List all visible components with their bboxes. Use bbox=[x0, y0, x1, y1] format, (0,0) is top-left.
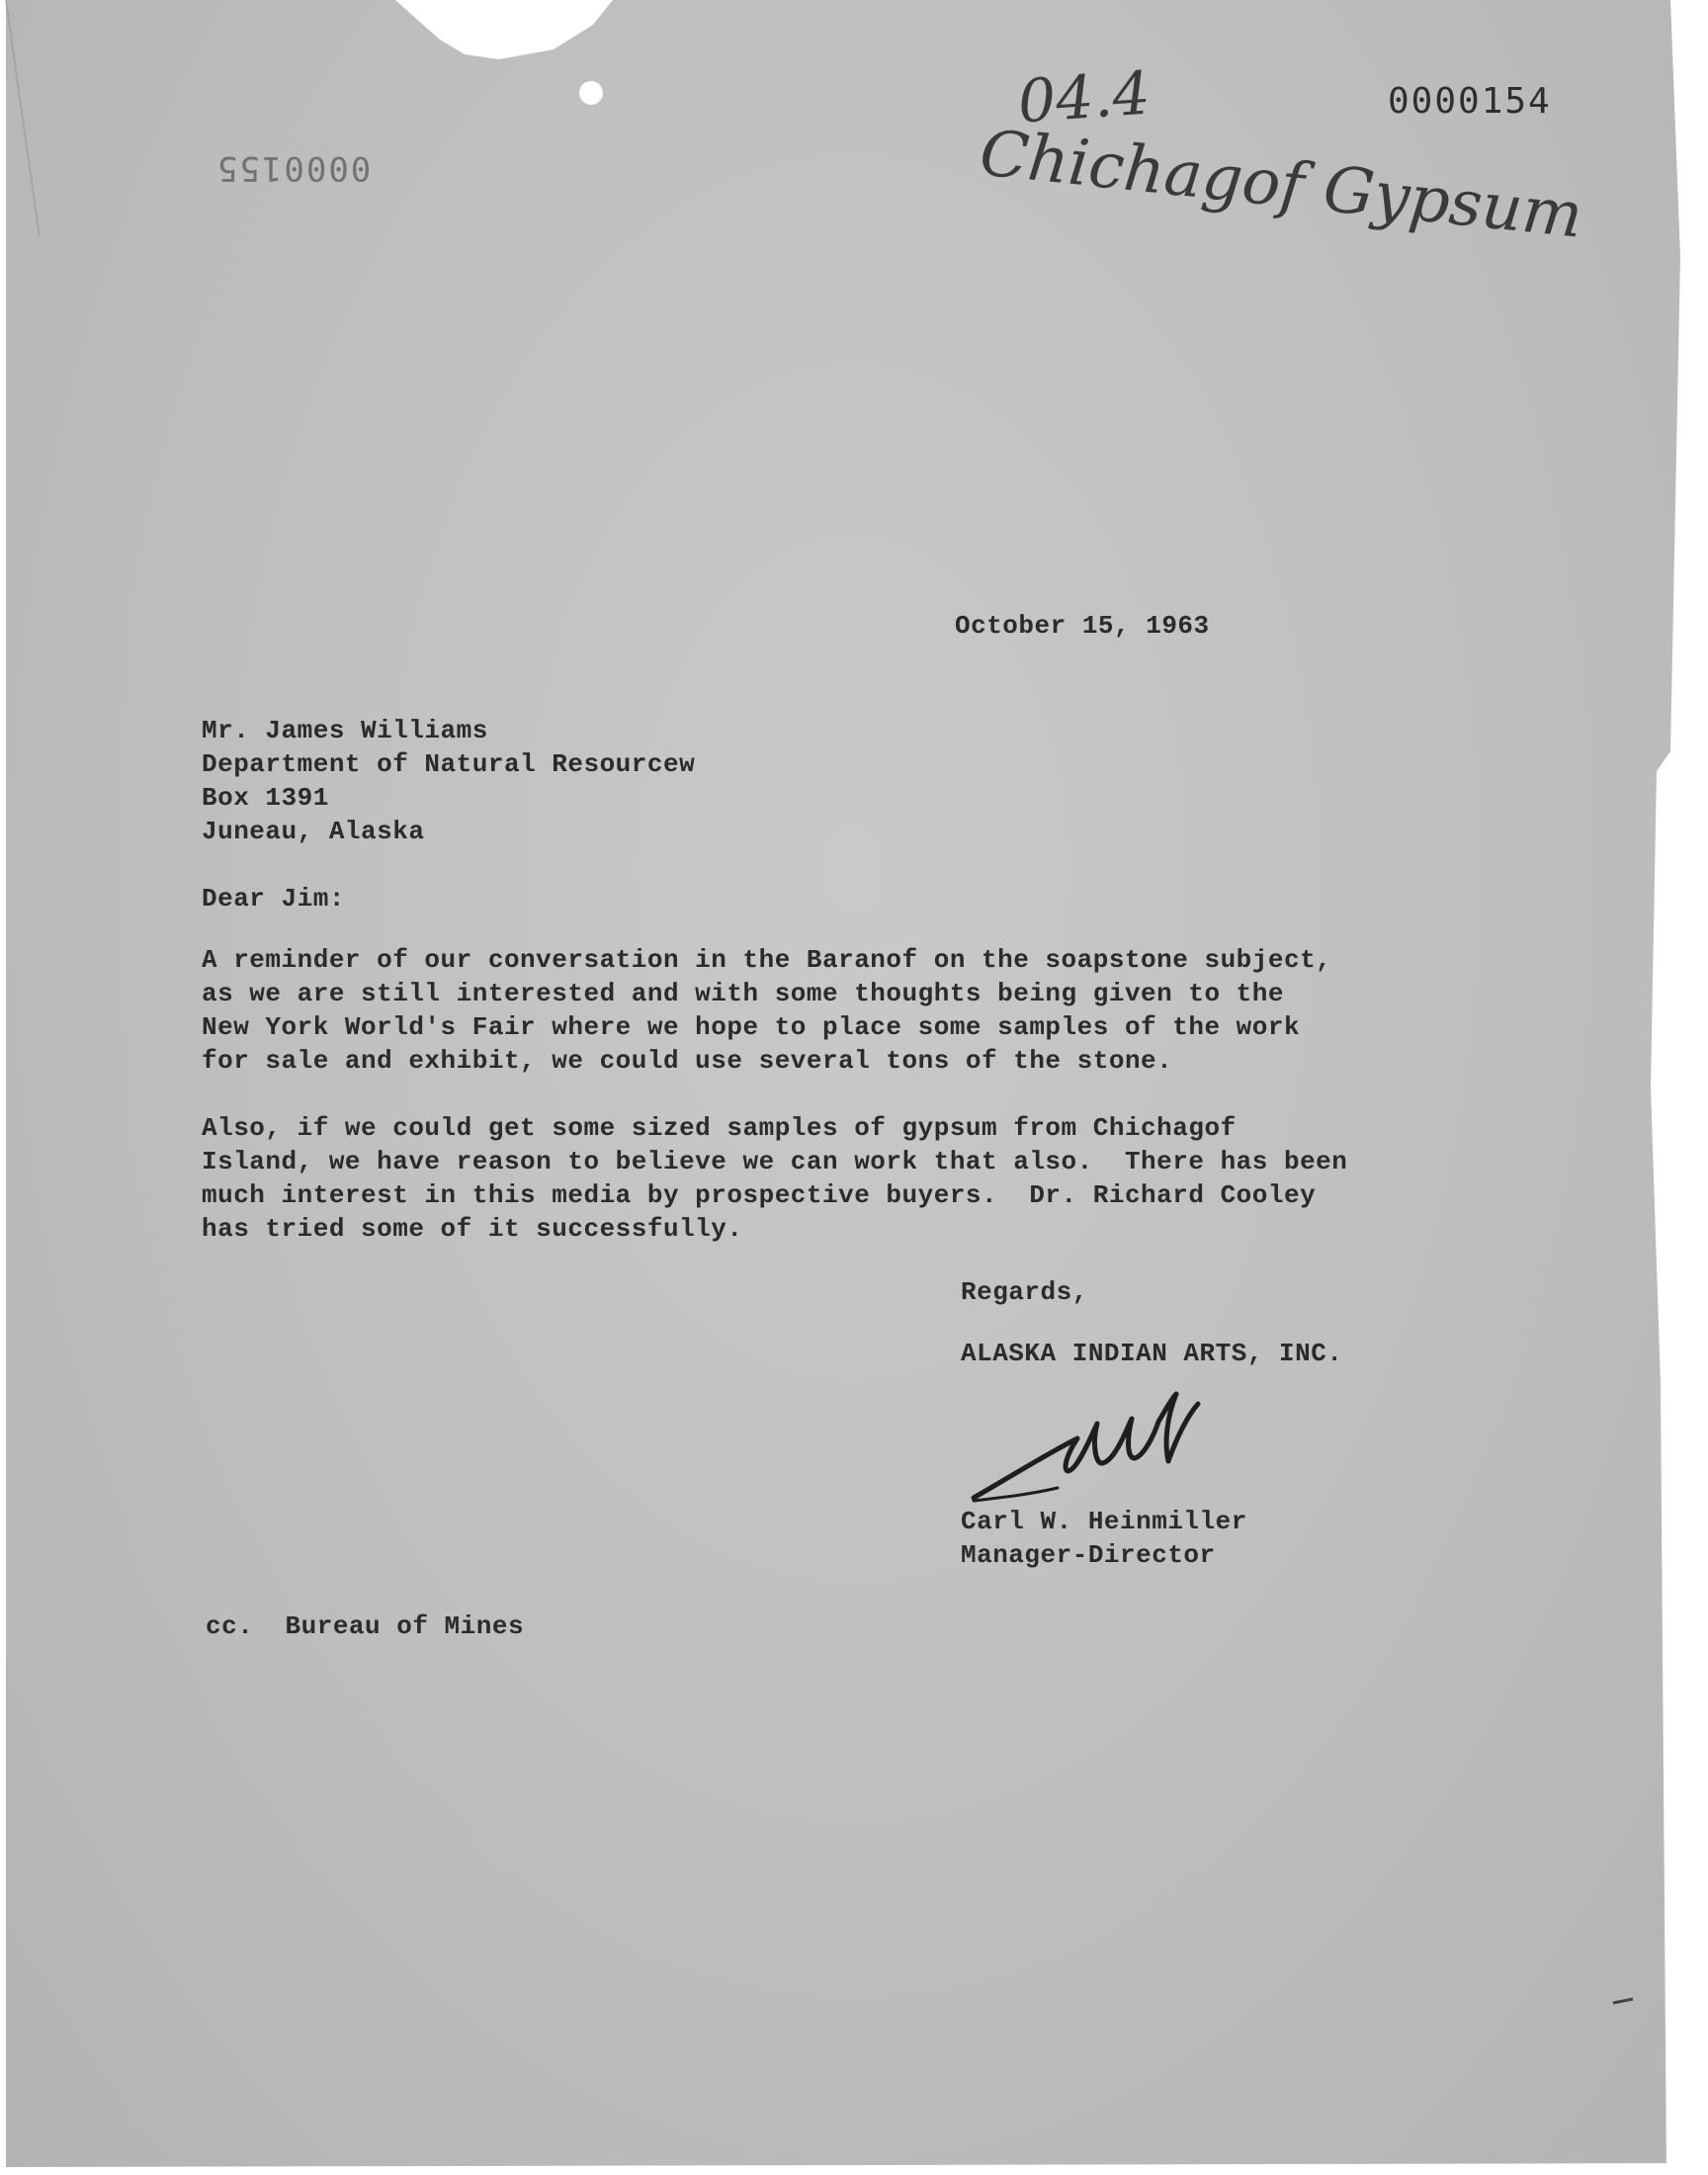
paragraph2-line: much interest in this media by prospective buyers. Dr. Richard Cooley bbox=[202, 1180, 1317, 1210]
paragraph1-line: New York World's Fair where we hope to place some samples of the work bbox=[202, 1012, 1301, 1042]
paragraph2-line: Also, if we could get some sized samples of gypsum from Chichagof bbox=[202, 1113, 1237, 1143]
closing: Regards, bbox=[961, 1277, 1088, 1307]
handwritten-note-line1: 04.4 bbox=[1015, 58, 1153, 137]
reverse-file-stamp: 0000155 bbox=[215, 148, 372, 188]
signer-name: Carl W. Heinmiller bbox=[961, 1507, 1247, 1536]
paragraph1-line: for sale and exhibit, we could use several tons of the stone. bbox=[202, 1046, 1173, 1076]
carbon-copy-line: cc. Bureau of Mines bbox=[206, 1611, 525, 1641]
handwritten-signature bbox=[969, 1384, 1245, 1513]
letter-date: October 15, 1963 bbox=[955, 611, 1210, 641]
paragraph2-line: has tried some of it successfully. bbox=[202, 1214, 743, 1244]
recipient-department: Department of Natural Resourcew bbox=[202, 749, 696, 779]
file-number-stamp: 0000154 bbox=[1388, 81, 1552, 122]
handwritten-note-line2: Chichagof Gypsum bbox=[976, 117, 1586, 253]
signer-title: Manager-Director bbox=[961, 1540, 1216, 1570]
company-name: ALASKA INDIAN ARTS, INC. bbox=[961, 1339, 1343, 1368]
recipient-box: Box 1391 bbox=[202, 783, 329, 813]
recipient-name: Mr. James Williams bbox=[202, 716, 488, 745]
recipient-city: Juneau, Alaska bbox=[202, 817, 425, 846]
salutation: Dear Jim: bbox=[202, 884, 345, 914]
paragraph1-line: as we are still interested and with some thoughts being given to the bbox=[202, 979, 1284, 1008]
paragraph2-line: Island, we have reason to believe we can work that also. There has been bbox=[202, 1147, 1348, 1176]
paragraph1-line: A reminder of our conversation in the Baranof on the soapstone subject, bbox=[202, 945, 1332, 975]
